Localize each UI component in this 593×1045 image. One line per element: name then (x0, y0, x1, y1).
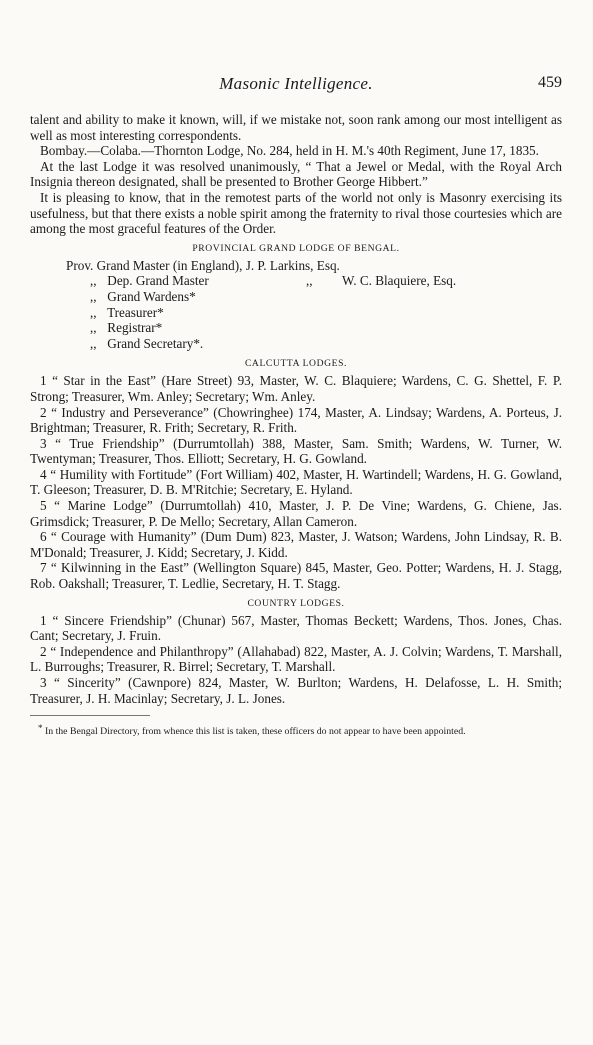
officer-row (30, 273, 562, 289)
country-heading: COUNTRY LODGES. (247, 597, 345, 609)
lodge-entry: 6 “ Courage with Humanity” (Dum Dum) 823, Master, J. Watson; Wardens, John Lindsay, R. B. M'Donald; Treasurer, J. Kidd; Secretary, J. Kidd. (30, 529, 562, 560)
lodge-notice: Bombay.—Colaba.—Thornton Lodge, No. 284, held in H. M.'s 40th Regiment, June 17, 1835. (40, 143, 539, 159)
book-page (30, 74, 562, 738)
officer-text: Dep. Grand Master (107, 273, 209, 289)
page-number: 459 (538, 74, 562, 91)
officer-text: Prov. Grand Master (in England), J. P. Larkins, Esq. (66, 257, 340, 273)
footnote (30, 722, 562, 738)
closing-paragraph: It is pleasing to know, that in the remotest parts of the world not only is Masonry exercising its usefulness, but that there exists a noble spirit among the fraternity to rival those courtesies which are among the most graceful features of the Order. (30, 189, 562, 237)
lodge-entry: 3 “ True Friendship” (Durrumtollah) 388, Master, Sam. Smith; Wardens, W. Turner, W. Twentyman; Treasurer, Thos. Elliott; Secretary, H. G. Gowland. (30, 435, 562, 467)
lodge-entry: 1 “ Star in the East” (Hare Street) 93, Master, W. C. Blaquiere; Wardens, C. G. Shettel, F. P. Strong; Treasurer, Wm. Anley; Secretary; Wm. Anley. (30, 373, 562, 404)
lodge-entry: 2 “ Industry and Perseverance” (Chowringhee) 174, Master, A. Lindsay; Wardens, A. Porteus, J. Brightman; Treasurer, R. Frith; Secretary, R. Frith. (30, 404, 562, 436)
provincial-officers-list (30, 258, 562, 352)
lodge-entry: 2 “ Independence and Philanthropy” (Allahabad) 822, Master, A. J. Colvin; Wardens, T. Marshall, L. Burroughs; Treasurer, R. Birrel; Secretary, T. Marshall. (30, 643, 562, 675)
running-head: Masonic Intelligence. (219, 74, 373, 93)
ditto-mark: ,, (90, 273, 97, 289)
officer-text: Treasurer* (107, 304, 164, 320)
officer-text: Registrar* (107, 320, 163, 336)
ditto-mark: ,, (90, 320, 97, 336)
footnote-marker: * (38, 723, 43, 734)
ditto-mark: ,, (90, 304, 97, 320)
intro-paragraph: talent and ability to make it known, will, if we mistake not, soon rank among our most intelligent as well as most interesting correspondents. (30, 112, 562, 143)
officer-row (30, 336, 562, 352)
calcutta-heading: CALCUTTA LODGES. (244, 358, 348, 370)
lodge-entry: 7 “ Kilwinning in the East” (Wellington Square) 845, Master, Geo. Potter; Wardens, H. J. Stagg, Rob. Oakshall; Treasurer, T. Ledlie, Secretary, H. T. Stagg. (30, 560, 562, 592)
ditto-mark: ,, (306, 273, 313, 289)
footnote-divider (30, 715, 150, 716)
page-header (30, 74, 562, 96)
lodge-entry: 4 “ Humility with Fortitude” (Fort William) 402, Master, H. Wartindell; Wardens, H. G. Gowland, T. Gleeson; Treasurer, D. B. M'Ritchie; Secretary, E. Hyland. (30, 466, 562, 498)
ditto-mark: ,, (90, 335, 97, 351)
officer-text: Grand Secretary*. (107, 335, 204, 351)
officer-row (30, 258, 562, 274)
lodge-entry: 3 “ Sincerity” (Cawnpore) 824, Master, W. Burlton; Wardens, H. Delafosse, L. H. Smith; Treasurer, J. H. Macinlay; Secretary, J. L. Jones. (30, 675, 562, 706)
officer-row (30, 305, 562, 321)
footnote-text: In the Bengal Directory, from whence this list is taken, these officers do not appear to have been appointed. (44, 726, 466, 738)
resolution-paragraph: At the last Lodge it was resolved unanimously, “ That a Jewel or Medal, with the Royal Arch Insignia thereon designated, shall be presented to Brother George Hibbert.” (30, 158, 562, 190)
lodge-entry: 5 “ Marine Lodge” (Durrumtollah) 410, Master, J. P. De Vine; Wardens, G. Chiene, Jas. Grimsdick; Treasurer, P. De Mello; Secretary, Allan Cameron. (30, 498, 562, 529)
provincial-heading: PROVINCIAL GRAND LODGE OF BENGAL. (192, 242, 400, 254)
officer-text: Grand Wardens* (107, 288, 196, 304)
lodge-entry: 1 “ Sincere Friendship” (Chunar) 567, Master, Thomas Beckett; Wardens, Thos. Jones, Chas. Cant; Secretary, J. Fruin. (30, 612, 562, 644)
officer-row (30, 320, 562, 336)
officer-row (30, 289, 562, 305)
officer-name: W. C. Blaquiere, Esq. (342, 273, 457, 289)
ditto-mark: ,, (90, 288, 97, 304)
